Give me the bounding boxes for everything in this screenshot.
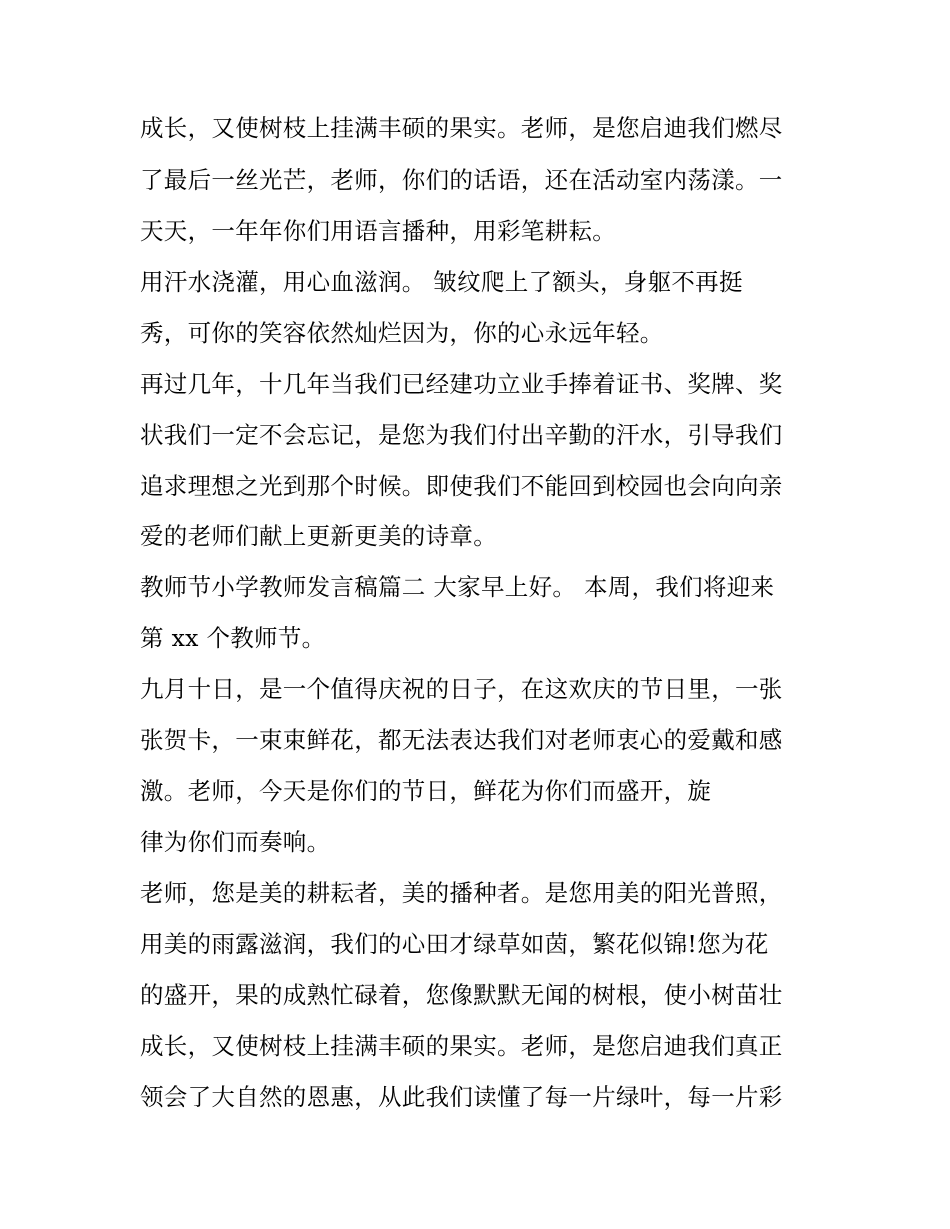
text-line: 领会了大自然的恩惠，从此我们读懂了每一片绿叶，每一片彩 <box>140 1083 783 1111</box>
text-line: 老师，您是美的耕耘者，美的播种者。是您用美的阳光普照， <box>140 879 783 907</box>
text-line: 状我们一定不会忘记，是您为我们付出辛勤的汗水，引导我们 <box>140 421 783 449</box>
text-line: 秀，可你的笑容依然灿烂因为，你的心永远年轻。 <box>140 319 664 347</box>
text-line: 成长，又使树枝上挂满丰硕的果实。老师，是您启迪我们真正 <box>140 1032 783 1060</box>
text-line: 的盛开，果的成熟忙碌着，您像默默无闻的树根，使小树苗壮 <box>140 981 783 1009</box>
text-line: 成长，又使树枝上挂满丰硕的果实。老师，是您启迪我们燃尽 <box>140 114 783 142</box>
text-line: 律为你们而奏响。 <box>140 828 331 856</box>
text-line: 天天，一年年你们用语言播种，用彩笔耕耘。 <box>140 217 616 245</box>
text-line: 用美的雨露滋润，我们的心田才绿草如茵，繁花似锦!您为花 <box>140 930 769 958</box>
text-line: 了最后一丝光芒，老师，你们的话语，还在活动室内荡漾。一 <box>140 166 783 194</box>
text-line: 爱的老师们献上更新更美的诗章。 <box>140 522 497 550</box>
text-line: 教师节小学教师发言稿篇二 大家早上好。 本周，我们将迎来 <box>140 573 775 601</box>
text-line: 再过几年，十几年当我们已经建功立业手捧着证书、奖牌、奖 <box>140 370 783 398</box>
text-line: 张贺卡，一束束鲜花，都无法表达我们对老师衷心的爱戴和感 <box>140 726 783 754</box>
text-line: 用汗水浇灌，用心血滋润。 皱纹爬上了额头，身躯不再挺 <box>140 268 743 296</box>
text-line: 九月十日，是一个值得庆祝的日子，在这欢庆的节日里，一张 <box>140 675 783 703</box>
text-line: 激。老师，今天是你们的节日，鲜花为你们而盛开，旋 <box>140 777 712 805</box>
text-line: 追求理想之光到那个时候。即使我们不能回到校园也会向向亲 <box>140 472 783 500</box>
text-line: 第 xx 个教师节。 <box>140 624 326 652</box>
